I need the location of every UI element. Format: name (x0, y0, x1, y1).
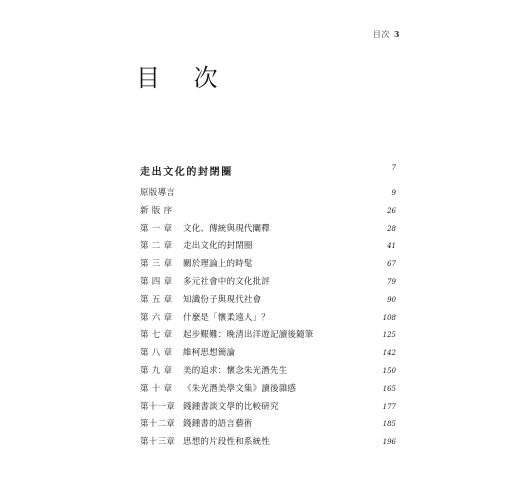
toc-list (140, 185, 396, 452)
entry-label: 原版導言 (140, 188, 176, 198)
toc-entry-chapter-8 (140, 345, 396, 363)
entry-title: 美的追求：懷念朱光潛先生 (183, 365, 288, 376)
entry-page: 165 (382, 384, 396, 393)
entry-label: 新 版 序 (140, 205, 173, 216)
toc-entry-chapter-10 (140, 381, 396, 399)
part-page-number: 7 (391, 164, 396, 172)
toc-entry-chapter-4 (140, 274, 396, 292)
entry-label: 第 三 章 (140, 259, 173, 270)
entry-label: 第 八 章 (140, 348, 173, 359)
entry-label: 第十一章 (140, 401, 176, 412)
toc-entry-chapter-3 (140, 256, 396, 274)
entry-page: 28 (387, 224, 396, 233)
toc-entry-chapter-6 (140, 310, 396, 328)
entry-label: 第 二 章 (140, 241, 173, 252)
entry-label: 第十三章 (140, 437, 176, 448)
entry-label: 第 十 章 (140, 383, 173, 394)
entry-page: 26 (387, 206, 396, 215)
entry-page: 125 (382, 331, 396, 340)
running-head-label: 目次 (372, 30, 390, 39)
running-head-page-number: 3 (393, 29, 400, 39)
entry-label: 第 六 章 (140, 312, 173, 323)
entry-page: 90 (387, 295, 396, 304)
entry-label: 第 四 章 (140, 276, 173, 287)
toc-entry-chapter-9 (140, 363, 396, 381)
toc-entry-chapter-1 (140, 221, 396, 239)
toc-entry-chapter-11 (140, 399, 396, 417)
entry-page: 67 (387, 260, 396, 269)
entry-title: 多元社會中的文化批評 (183, 276, 271, 287)
toc-entry-chapter-2 (140, 238, 396, 256)
entry-page: 79 (387, 277, 396, 286)
toc-entry-chapter-13 (140, 434, 396, 452)
entry-page: 196 (382, 438, 396, 447)
entry-label: 第 七 章 (140, 330, 173, 341)
entry-title: 知識份子與現代社會 (183, 294, 262, 305)
toc-part-heading (140, 163, 396, 177)
entry-title: 維柯思想簡論 (183, 348, 236, 359)
entry-title: 《朱光潛美學文集》讀後雜感 (183, 383, 297, 394)
entry-title: 錢鍾書談文學的比較研究 (183, 401, 279, 412)
entry-label: 第十二章 (140, 419, 176, 430)
part-title: 走出文化的封閉圈 (140, 167, 233, 178)
toc-entry-chapter-5 (140, 292, 396, 310)
running-head (340, 29, 400, 40)
entry-page: 108 (382, 313, 396, 322)
toc-entry-chapter-12 (140, 416, 396, 434)
toc-entry-preface-new (140, 203, 396, 221)
entry-page: 185 (382, 420, 396, 429)
entry-label: 第 五 章 (140, 294, 173, 305)
entry-title: 文化、傳統與現代闡釋 (183, 223, 271, 234)
entry-page: 150 (382, 366, 396, 375)
entry-title: 思想的片段性和系統性 (183, 437, 271, 448)
entry-title: 錢鍾書的語言藝術 (183, 419, 253, 430)
entry-page: 41 (387, 242, 396, 251)
entry-page: 9 (391, 189, 396, 197)
toc-entry-preface-original (140, 185, 396, 203)
entry-label: 第 九 章 (140, 365, 173, 376)
entry-title: 起步艱難：晚清出洋遊記讀後隨筆 (183, 330, 314, 341)
entry-page: 177 (382, 402, 396, 411)
entry-page: 142 (382, 349, 396, 358)
entry-label: 第 一 章 (140, 223, 173, 234)
entry-title: 關於理論上的時髦 (183, 259, 253, 270)
page-title: 目 次 (136, 64, 231, 92)
entry-title: 什麼是「懷柔遠人」？ (183, 312, 271, 323)
toc-entry-chapter-7 (140, 327, 396, 345)
entry-title: 走出文化的封閉圈 (183, 241, 253, 252)
